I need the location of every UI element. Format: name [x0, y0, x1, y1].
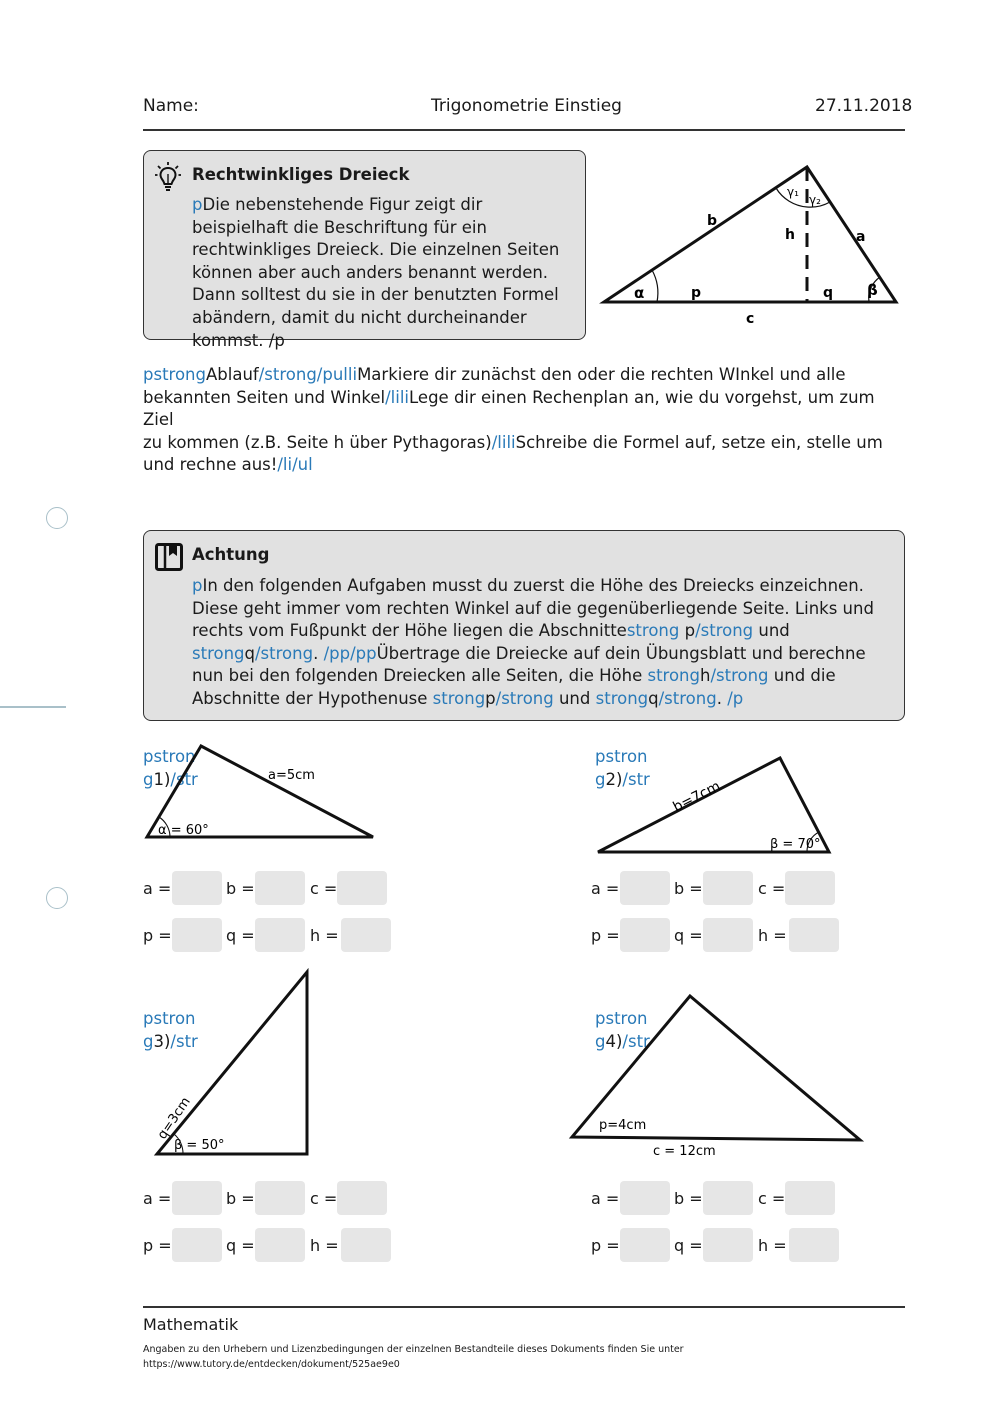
bookmark-icon [155, 543, 183, 571]
field-label-q: q = [674, 926, 703, 945]
field-label-h: h = [310, 926, 339, 945]
field-label-c: c = [310, 879, 338, 898]
code-tag: /strong [695, 621, 754, 641]
answer-input-b[interactable] [703, 1181, 753, 1215]
text-line: Diese geht immer vom rechten Winkel auf die gegenüberliegende Seite. Links und [192, 598, 874, 618]
name-label: Name: [143, 96, 199, 116]
footer-rule [143, 1306, 905, 1308]
text-line: Die nebenstehende Figur zeigt dir [202, 195, 483, 214]
code-tag: /str [170, 770, 198, 789]
angle-label: β = 70° [770, 837, 821, 852]
field-label-p: p = [591, 926, 620, 945]
page-date: 27.11.2018 [815, 96, 913, 116]
text: q [648, 688, 659, 708]
code-tag: strong [595, 688, 649, 708]
field-label-q: q = [674, 1236, 703, 1255]
code-tag: g [143, 770, 154, 789]
code-tag: /str [622, 1032, 650, 1051]
triangle-figure-2 [590, 752, 840, 857]
code-tag: strong [647, 666, 700, 686]
code-tag: pstron [143, 1009, 196, 1028]
right-triangle-figure [590, 150, 910, 335]
code-tag: /strong/pulli [258, 365, 358, 384]
code-tag: /lili [385, 387, 410, 407]
answer-input-h[interactable] [341, 1228, 391, 1262]
field-label-c: c = [758, 1189, 786, 1208]
height-label-h: h [785, 227, 795, 243]
field-label-p: p = [143, 1236, 172, 1255]
answer-input-a[interactable] [172, 871, 222, 905]
procedure-paragraph [143, 364, 908, 477]
code-tag: /str [622, 770, 650, 789]
field-label-h: h = [758, 1236, 787, 1255]
header-rule [143, 129, 905, 131]
code-tag: /strong [255, 643, 314, 663]
text-line: kommst. /p [192, 330, 285, 350]
answer-input-q[interactable] [255, 1228, 305, 1262]
triangle-figure-3 [150, 968, 315, 1160]
page-title: Trigonometrie Einstieg [431, 96, 622, 116]
answer-input-b[interactable] [255, 1181, 305, 1215]
text: q [244, 643, 255, 663]
segment-label-p: p [691, 285, 702, 301]
segment-label-q: q [823, 285, 834, 301]
text-line: abändern, damit du nicht durcheinander [192, 307, 527, 327]
answer-input-c[interactable] [337, 871, 387, 905]
code-tag: pstron [595, 747, 648, 766]
text: Abschnitte der Hypothenuse [192, 688, 433, 708]
answer-input-q[interactable] [703, 1228, 753, 1262]
code-tag: strong [192, 643, 245, 663]
answer-input-a[interactable] [172, 1181, 222, 1215]
text: p [485, 688, 496, 708]
answer-input-a[interactable] [620, 1181, 670, 1215]
side-label: a=5cm [268, 768, 315, 783]
code-tag: pstron [595, 1009, 648, 1028]
triangle-outline [604, 167, 896, 302]
text-line: Dann solltest du sie in der benutzten Formel [192, 285, 559, 305]
text: Schreibe die Formel auf, setze ein, stelle um [515, 432, 883, 452]
answer-input-b[interactable] [703, 871, 753, 905]
text: h [699, 666, 711, 686]
task-number: 2) [605, 770, 623, 789]
info-box-attention [143, 530, 905, 721]
code-tag: /li/ul [277, 455, 313, 475]
angle-label-gamma2: γ₂ [809, 193, 821, 207]
code-tag: pstrong [143, 365, 206, 384]
code-tag: p [192, 195, 203, 214]
answer-input-b[interactable] [255, 871, 305, 905]
answer-input-q[interactable] [255, 918, 305, 952]
answer-input-c[interactable] [337, 1181, 387, 1215]
code-tag: /str [170, 1032, 198, 1051]
text: und rechne aus! [143, 455, 278, 475]
field-label-h: h = [310, 1236, 339, 1255]
text: und [753, 621, 790, 641]
footer-license-note: Angaben zu den Urhebern und Lizenzbedingungen der einzelnen Bestandteile dieses Dokuments finden Sie unter [143, 1344, 684, 1355]
field-label-a: a = [143, 1189, 172, 1208]
field-label-q: q = [226, 1236, 255, 1255]
field-label-p: p = [591, 1236, 620, 1255]
punch-hole-bottom [46, 887, 68, 909]
field-label-c: c = [310, 1189, 338, 1208]
answer-input-q[interactable] [703, 918, 753, 952]
answer-input-a[interactable] [620, 871, 670, 905]
field-label-p: p = [143, 926, 172, 945]
code-tag: p [192, 576, 203, 595]
info-box-right-triangle [143, 150, 586, 350]
field-label-b: b = [226, 1189, 255, 1208]
angle-label-alpha: α [634, 284, 645, 302]
angle-label-beta: β [867, 281, 878, 299]
answer-input-c[interactable] [785, 871, 835, 905]
angle-label: β = 50° [174, 1138, 225, 1153]
angle-label-gamma1: γ₁ [787, 185, 799, 199]
answer-input-h[interactable] [341, 918, 391, 952]
task-number: 3) [153, 1032, 171, 1051]
text: und [553, 688, 596, 708]
text-line: können aber auch anders benannt werden. [192, 262, 549, 282]
lightbulb-icon [155, 162, 181, 192]
answer-input-h[interactable] [789, 918, 839, 952]
field-label-a: a = [591, 879, 620, 898]
text: . [716, 688, 728, 708]
text: Übertrage die Dreiecke auf dein Übungsblatt und berechne [376, 643, 866, 663]
triangle-figure-4 [565, 990, 865, 1160]
text-line: rechtwinkliges Dreieck. Die einzelnen Seiten [192, 240, 560, 260]
text-line: beispielhaft die Beschriftung für ein [192, 217, 487, 237]
answer-input-c[interactable] [785, 1181, 835, 1215]
box-body [192, 194, 559, 352]
answer-input-p[interactable] [620, 1228, 670, 1262]
code-tag: /pp/pp [323, 643, 377, 663]
field-label-b: b = [226, 879, 255, 898]
text: und die [768, 666, 836, 686]
field-label-b: b = [674, 1189, 703, 1208]
answer-input-h[interactable] [789, 1228, 839, 1262]
footer-subject: Mathematik [143, 1315, 239, 1334]
box-title: Rechtwinkliges Dreieck [192, 165, 410, 184]
field-label-h: h = [758, 926, 787, 945]
code-tag: strong [432, 688, 486, 708]
code-tag: /strong [710, 666, 769, 686]
code-tag: g [143, 1032, 154, 1051]
angle-arc-alpha [652, 270, 658, 302]
field-label-b: b = [674, 879, 703, 898]
text: p [679, 621, 696, 641]
code-tag: g [595, 1032, 606, 1051]
triangle-figure-1 [140, 740, 380, 845]
text: . [313, 643, 324, 663]
code-tag: /strong [495, 688, 554, 708]
code-tag: /p [727, 688, 744, 708]
text: bekannten Seiten und Winkel [143, 387, 386, 407]
side-label: q=3cm [154, 1094, 194, 1143]
angle-label: α = 60° [158, 823, 209, 838]
fold-mark [0, 706, 66, 708]
side-label-c: c [746, 311, 755, 327]
segment-label: p=4cm [599, 1118, 647, 1133]
code-tag: /lili [491, 432, 516, 452]
side-label-a: a [856, 229, 866, 245]
text: Ablauf [206, 365, 259, 384]
task-number: 4) [605, 1032, 623, 1051]
text: Markiere dir zunächst den oder die rechten WInkel und alle [357, 365, 846, 384]
footer-url[interactable]: https://www.tutory.de/entdecken/dokument/525ae9e0 [143, 1359, 400, 1370]
text: rechts vom Fußpunkt der Höhe liegen die Abschnitte [192, 621, 627, 641]
text: zu kommen (z.B. Seite h über Pythagoras) [143, 432, 492, 452]
text: In den folgenden Aufgaben musst du zuerst die Höhe des Dreiecks einzeichnen. [202, 576, 864, 595]
box-body [192, 575, 892, 711]
field-label-a: a = [591, 1189, 620, 1208]
code-tag: pstron [143, 747, 196, 766]
field-label-c: c = [758, 879, 786, 898]
field-label-a: a = [143, 879, 172, 898]
answer-input-p[interactable] [620, 918, 670, 952]
code-tag: strong [626, 621, 680, 641]
box-title: Achtung [192, 545, 270, 564]
code-tag: /strong [658, 688, 717, 708]
text: Lege dir einen Rechenplan an, wie du vorgehst, um zum Ziel [143, 387, 875, 430]
field-label-q: q = [226, 926, 255, 945]
punch-hole-top [46, 507, 68, 529]
task-number: 1) [153, 770, 171, 789]
code-tag: g [595, 770, 606, 789]
side-label-b: b [707, 213, 718, 229]
side-label: c = 12cm [653, 1144, 716, 1159]
text: nun bei den folgenden Dreiecken alle Seiten, die Höhe [192, 666, 648, 686]
answer-input-p[interactable] [172, 918, 222, 952]
answer-input-p[interactable] [172, 1228, 222, 1262]
side-label: b=7cm [670, 778, 724, 816]
